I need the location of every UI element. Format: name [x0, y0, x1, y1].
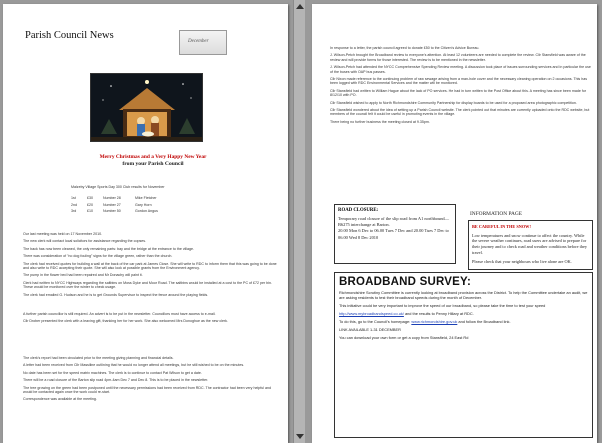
paragraph: There will be a road closure of the Barton slip road 4pm-4am Dec 7 and Dec 8. This is to be placed in the newsletter. — [23, 378, 209, 383]
paragraph: J. Wilson-Petch had attended the NYCC Comprehensive Spending Review meeting. A discussion took place of issues surrounding services and in particular the use of the buses with OAP bus passes. — [330, 65, 591, 74]
info-text: Low temperatures and snow continue to affect the country. While the severe weather continues, road users are advised to prepare for their journey and to check road and weather conditions before they travel. — [472, 232, 588, 255]
paragraph: Cllr Nixon made reference to the continuing problem of raw sewage arising from a man-hole cover and the necessary cleaning operation on 2 occasions. This has been logged with RDC Environmental Services and the matter will be monitored. — [330, 77, 588, 86]
vertical-scrollbar[interactable] — [293, 0, 305, 443]
paragraph: A letter had been received from Cllr Massiline outlining that he would no longer attend all meetings, but he still wished to be on the minutes. — [23, 363, 245, 368]
paragraph: The new clerk will contact local solicitors for assistance regarding the copses. — [23, 239, 147, 244]
minutes-section-b — [23, 312, 278, 327]
scroll-down-icon[interactable] — [296, 434, 304, 439]
newsletter-page-right — [312, 4, 597, 443]
banner-text: December — [188, 39, 209, 44]
paragraph: There being no further business the meeting closed at 9.35pm. — [330, 119, 430, 124]
christmas-greeting — [63, 154, 243, 168]
paragraph: The clerk's report had been circulated prior to the meeting giving planning and financial details. — [23, 356, 174, 360]
information-heading: INFORMATION PAGE — [470, 211, 523, 217]
paragraph: The back has now been cleaned, the only remaining parts: bay and the bridge at the entrance to the village. — [23, 246, 195, 251]
information-box — [468, 220, 593, 270]
paragraph: Cllr Drober presented the clerk with a leaving gift, thanking her for her work. She also welcomed Mrs Donoghue as the new clerk. — [23, 319, 228, 324]
paragraph: J. Wilson-Petch brought the Broadband review to everyone's attention. At least 12 volunteers are needed to complete the review. Cllr Stansfield was aware of the review and will provide forms for those interested. The review is to be mentioned in the newsletter. — [330, 53, 586, 62]
results-row: 2nd £20 Number 27 Gary Horn — [71, 202, 152, 207]
road-closure-text: Temporary road closure of the slip road from A1 northbound—B6275 interchange at Barton. — [338, 216, 450, 228]
results-row: 3rd £10 Number 50 Gordon Angus — [71, 209, 158, 213]
paragraph: In response to a letter, the parish council agreed to donate £50 to the Citizen's Advice Bureau. — [330, 46, 480, 50]
paragraph: Cllr Stansfield wished to apply to North Richmondshire Community Partnership for display boards to be used for a proposed area photographic competition. — [330, 100, 577, 105]
results-table — [71, 195, 271, 215]
paragraph: The tree growing on the green had been postponed until the necessary permissions had been received from RDC. The contractor had been very helpful and would be contacted again once the work could re-start. — [23, 385, 272, 395]
greeting-line-2: from your Parish Council — [122, 161, 184, 167]
broadband-deadline: LINK AVAILABLE 1-31 DECEMBER — [339, 327, 401, 332]
broadband-form-text: You can download your own form or get a copy from Stansfield, 24 East Rd — [339, 335, 469, 340]
broadband-text: Richmondshire Scrutiny Committee is currently looking at broadband provision across the District. To help the Committee undertake an audit, we are asking residents to test their broadband speeds during the month of December. — [339, 290, 588, 300]
minutes-section-a — [23, 232, 278, 300]
scroll-up-icon[interactable] — [296, 4, 304, 9]
council-homepage-link[interactable]: www.richmondshire.gov.uk — [411, 319, 458, 324]
december-banner — [179, 30, 227, 55]
paragraph: The pump in the flower bed had been repaired and Mr Donachy will paint it. — [23, 273, 143, 278]
newsletter-title: Parish Council News — [25, 30, 114, 41]
paragraph: Our last meeting was held on 17 November 2010. — [23, 232, 103, 236]
broadband-survey-box — [334, 272, 593, 438]
paragraph: The clerk had emailed G. Hudson and he is to get Grounds Supervisor to inspect the fence around the playing fields. — [23, 292, 209, 297]
minutes-section-c — [23, 356, 278, 405]
paragraph: Clerk had written to NYCC Highways regarding the saltbins on Moss Dyke and Moor Road. The saltbins would be installed at a cost to the PC of £72 per bin. These would be monitored over the winter to check usage. — [23, 280, 273, 290]
broadband-homepage-paragraph: To do this, go to the Council's homepage: www.richmondshire.gov.uk and follow the Broadband link. — [339, 319, 511, 324]
speed-test-link[interactable]: http://www.mybroadbandspeed.co.uk/ — [339, 311, 404, 316]
broadband-heading: BROADBAND SURVEY: — [339, 276, 472, 288]
nativity-image — [90, 73, 203, 142]
paragraph: There was consideration of "no dog fouling" signs for the village green, rather than the church. — [23, 254, 173, 259]
results-heading: Malzeby Village Sports Day 300 Club results for November — [71, 185, 165, 189]
paragraph: Cllr Stansfield had written to William Hague about the lack of PO services. He had in turn written to the Post Office about this. A meeting has since been made for 8/12/10 with PO. — [330, 88, 587, 98]
paragraph: Correspondence was available at the meeting. — [23, 397, 97, 402]
info-text: Please check that your neighbours who live alone are OK. — [472, 258, 572, 264]
nativity-scene-icon — [91, 74, 203, 142]
road-closure-heading: ROAD CLOSURE: — [338, 208, 379, 213]
greeting-line-1: Merry Christmas and a Very Happy New Year — [99, 154, 207, 160]
broadband-text: This initiative could be very important to improve the speed of our broadband, so please take the time to test your speed — [339, 303, 546, 308]
results-row: 1st £30 Number 28 Mike Fletcher — [71, 196, 157, 200]
road-closure-dates: 20.00 Mon 6 Dec to 06.00 Tues 7 Dec and 20.00 Tues 7 Dec to 06.00 Wed 8 Dec 2010 — [338, 228, 449, 240]
snow-warning: BE CAREFUL IN THE SNOW! — [472, 224, 531, 229]
newsletter-page-left — [3, 4, 288, 443]
paragraph: Cllr Stansfield wondered about the idea of setting up a Parish Council website. The clerk pointed out that minutes are currently uploaded onto the RDC website, but members of the council felt it could be useful in promoting events in the village. — [330, 108, 590, 117]
road-closure-box — [334, 204, 456, 264]
minutes-continued — [330, 46, 592, 127]
broadband-speed-paragraph: http://www.mybroadbandspeed.co.uk/ and the results to Penny Hillary at RDC. — [339, 311, 474, 316]
paragraph: The clerk had received quotes for building a wall at the back of the car park at James Close. She will write to RDC to inform them that this was going to be done and also write to RDC accepting their quote. She will also look at possible grants from the Environment agency. — [23, 261, 277, 271]
paragraph: No date has been set for the speed matrix machines. The clerk is to continue to contact Pat Wilson to get a date. — [23, 370, 202, 375]
paragraph: A further parish councillor is still required. An advert is to be put in the newsletter. Councillors must have access to e-mail. — [23, 312, 216, 316]
